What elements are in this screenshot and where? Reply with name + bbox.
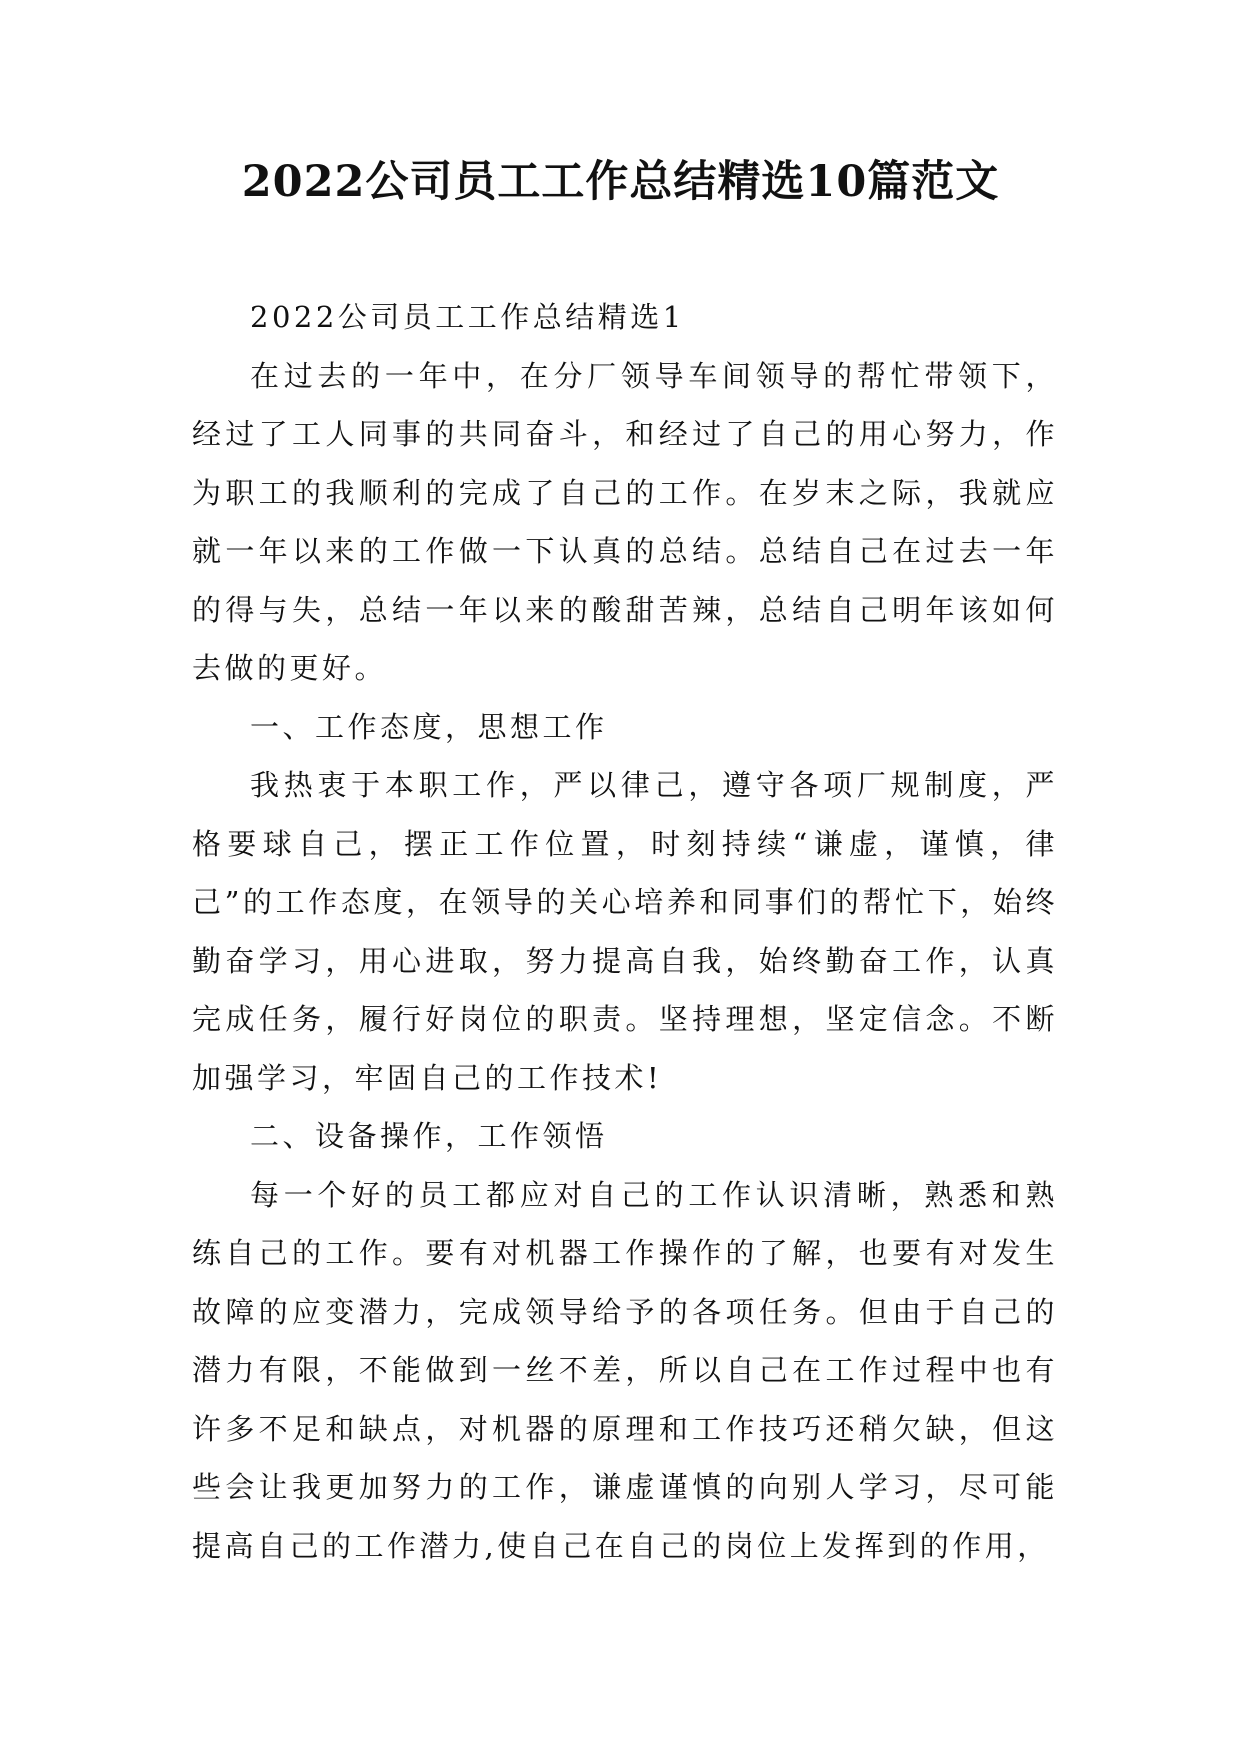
paragraph-equipment: 每一个好的员工都应对自己的工作认识清晰，熟悉和熟练自己的工作。要有对机器工作操作的了解，也要有对发生故障的应变潜力，完成领导给予的各项任务。但由于自己的潜力有限，不能做到一丝不差，所以自己在工作过程中也有许多不足和缺点，对机器的原理和工作技巧还稍欠缺，但这些会让我更加努力的工作，谦虚谨慎的向别人学习，尽可能提高自己的工作潜力,使自己在自己的岗位上发挥到的作用， [192,1177,1058,1563]
document-title: 2022公司员工工作总结精选10篇范文 [241,157,1000,207]
document-body [192,288,1058,1575]
paragraph-attitude: 我热衷于本职工作，严以律己，遵守各项厂规制度，严格要球自己，摆正工作位置，时刻持续“谦虚，谨慎，律己”的工作态度，在领导的关心培养和同事们的帮忙下，始终勤奋学习，用心进取，努力提高自我，始终勤奋工作，认真完成任务，履行好岗位的职责。坚持理想，坚定信念。不断加强学习，牢固自己的工作技术! [192,768,1058,1095]
paragraph-intro: 在过去的一年中，在分厂领导车间领导的帮忙带领下，经过了工人同事的共同奋斗，和经过了自己的用心努力，作为职工的我顺利的完成了自己的工作。在岁末之际，我就应就一年以来的工作做一下认真的总结。总结自己在过去一年的得与失，总结一年以来的酸甜苦辣，总结自己明年该如何去做的更好。 [192,358,1058,685]
section-heading-attitude: 一、工作态度，思想工作 [250,709,608,744]
section-heading-equipment: 二、设备操作，工作领悟 [250,1119,608,1153]
section-subtitle: 2022公司员工工作总结精选1 [250,300,685,334]
